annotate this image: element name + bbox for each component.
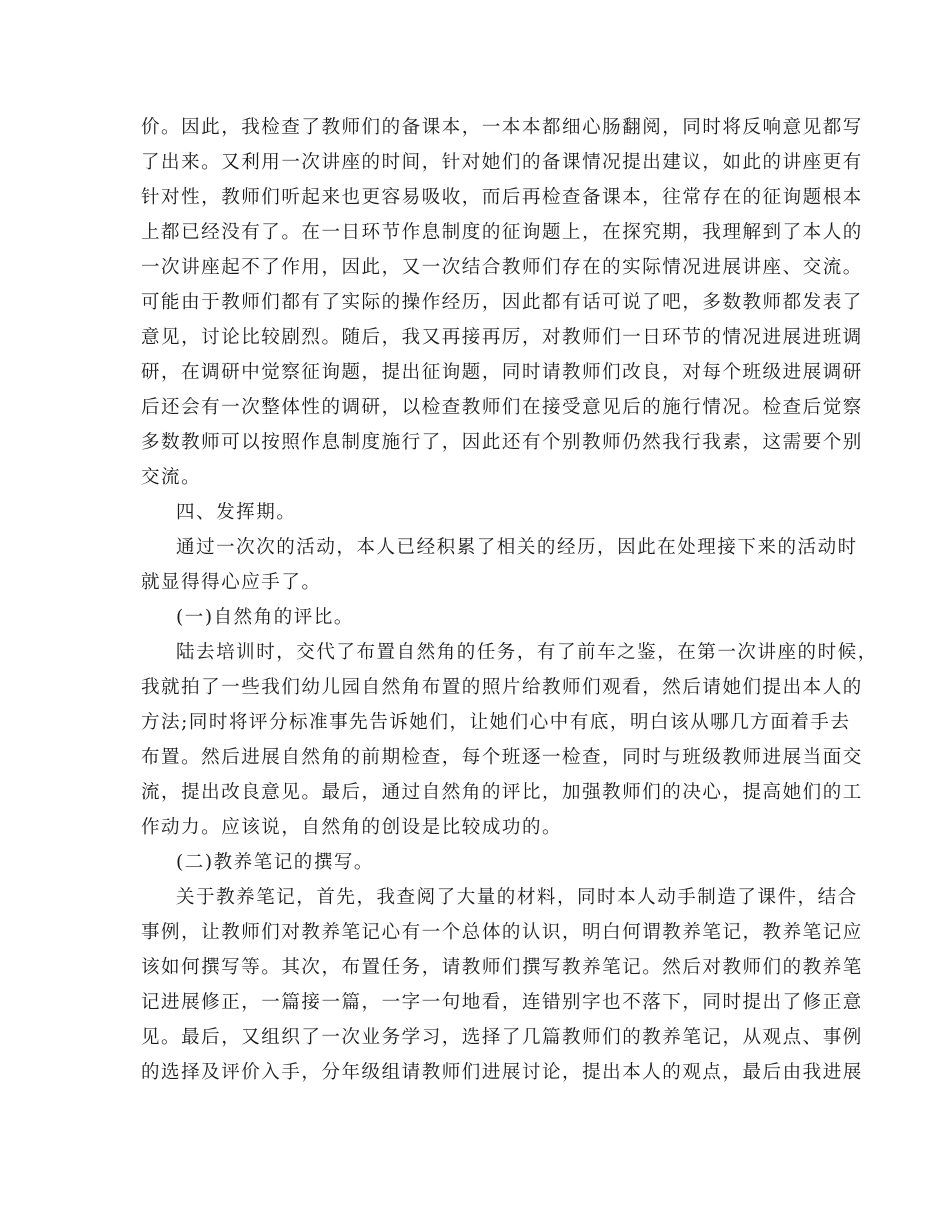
section-heading: 四、发挥期。 xyxy=(176,502,297,523)
text-line: 事例，让教师们对教养笔记心有一个总体的认识，明白何谓教养笔记，教养笔记应 xyxy=(141,922,863,943)
text-line: 一次讲座起不了作用，因此，又一次结合教师们存在的实际情况进展讲座、交流。 xyxy=(141,257,863,278)
text-line: 可能由于教师们都有了实际的操作经历，因此都有话可说了吧，多数教师都发表了 xyxy=(141,292,863,313)
text-line: 的选择及评价入手，分年级组请教师们进展讨论，提出本人的观点，最后由我进展 xyxy=(141,1062,863,1083)
subsection-heading: (一)自然角的评比。 xyxy=(176,607,354,628)
text-line: 针对性，教师们听起来也更容易吸收，而后再检查备课本，往常存在的征询题根本 xyxy=(141,187,863,208)
text-line: 价。因此，我检查了教师们的备课本，一本本都细心肠翻阅，同时将反响意见都写 xyxy=(141,117,863,138)
text-line: 交流。 xyxy=(141,467,202,488)
text-line: 就显得得心应手了。 xyxy=(141,572,322,593)
subsection-heading: (二)教养笔记的撰写。 xyxy=(176,852,374,873)
text-line: 上都已经没有了。在一日环节作息制度的征询题上，在探究期，我理解到了本人的 xyxy=(141,222,863,243)
text-line: 我就拍了一些我们幼儿园自然角布置的照片给教师们观看，然后请她们提出本人的 xyxy=(141,677,863,698)
text-line: 方法;同时将评分标准事先告诉她们，让她们心中有底，明白该从哪几方面着手去 xyxy=(141,712,851,733)
text-line: 该如何撰写等。其次，布置任务，请教师们撰写教养笔记。然后对教师们的教养笔 xyxy=(141,957,863,978)
text-line: 流，提出改良意见。最后，通过自然角的评比，加强教师们的决心，提高她们的工 xyxy=(141,782,863,803)
text-line: 意见，讨论比较剧烈。随后，我又再接再厉，对教师们一日环节的情况进展进班调 xyxy=(141,327,863,348)
text-line: 关于教养笔记，首先，我查阅了大量的材料，同时本人动手制造了课件，结合 xyxy=(176,887,858,908)
text-line: 陆去培训时，交代了布置自然角的任务，有了前车之鉴，在第一次讲座的时候， xyxy=(176,642,878,663)
text-line: 研，在调研中觉察征询题，提出征询题，同时请教师们改良，对每个班级进展调研 xyxy=(141,362,863,383)
text-line: 了出来。又利用一次讲座的时间，针对她们的备课情况提出建议，如此的讲座更有 xyxy=(141,152,863,173)
text-line: 作动力。应该说，自然角的创设是比较成功的。 xyxy=(141,817,563,838)
text-line: 布置。然后进展自然角的前期检查，每个班逐一检查，同时与班级教师进展当面交 xyxy=(141,747,863,768)
text-line: 后还会有一次整体性的调研，以检查教师们在接受意见后的施行情况。检查后觉察 xyxy=(141,397,863,418)
text-line: 记进展修正，一篇接一篇，一字一句地看，连错别字也不落下，同时提出了修正意 xyxy=(141,992,863,1013)
text-line: 多数教师可以按照作息制度施行了，因此还有个别教师仍然我行我素，这需要个别 xyxy=(141,432,863,453)
text-line: 见。最后，又组织了一次业务学习，选择了几篇教师们的教养笔记，从观点、事例 xyxy=(141,1027,863,1048)
text-line: 通过一次次的活动，本人已经积累了相关的经历，因此在处理接下来的活动时 xyxy=(176,537,858,558)
